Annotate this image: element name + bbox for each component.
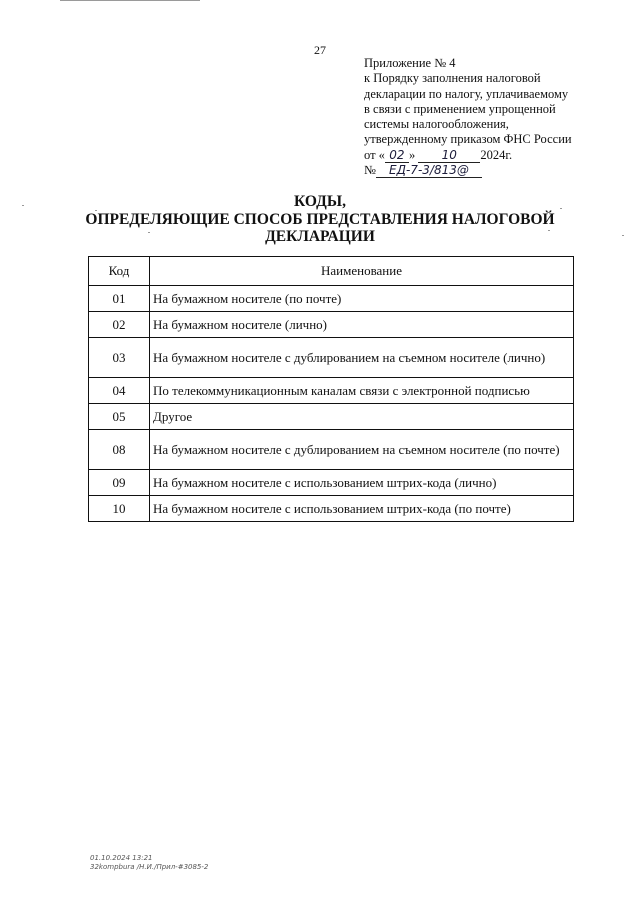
row-code: 05 [89,404,150,430]
table-row [89,378,574,404]
date-mid: » [408,147,416,162]
table-row [89,286,574,312]
annex-line: в связи с применением упрощенной [364,101,556,116]
scan-top-line [60,0,200,1]
stamp-line-2: 32kompbura /Н.И./Прил-#3085-2 [90,863,209,871]
date-prefix: от « [364,147,385,162]
heading-line-3: ДЕКЛАРАЦИИ [265,228,375,245]
row-code: 09 [89,470,150,496]
table-row [89,338,574,378]
scan-speck [148,232,150,233]
annex-line: Приложение № 4 [364,56,456,70]
annex-date-line [364,148,614,163]
order-number: ЕД-7-3/813@ [376,164,482,178]
table-header-row [89,257,574,286]
date-suffix: г. [505,147,513,162]
row-code: 10 [89,496,150,522]
row-code: 03 [89,338,150,378]
annex-number-line [364,163,614,178]
scan-speck [622,235,624,236]
table-row [89,470,574,496]
annex-line: утвержденному приказом ФНС России [364,132,572,147]
table-row [89,404,574,430]
scan-speck [548,230,550,231]
heading-line-2: ОПРЕДЕЛЯЮЩИЕ СПОСОБ ПРЕДСТАВЛЕНИЯ НАЛОГОВОЙ [85,210,555,228]
table-row [89,312,574,338]
annex-line: декларации по налогу, уплачиваемому [364,86,569,101]
date-month: 10 [418,149,480,163]
annex-block [364,56,614,178]
table-row [89,430,574,470]
row-name: На бумажном носителе (лично) [150,312,574,338]
date-year: 2024 [480,147,506,162]
col-code-header: Код [89,257,150,286]
date-day: 02 [385,149,409,163]
annex-line: к Порядку заполнения налоговой [364,71,541,86]
row-name: На бумажном носителе с использованием штрих-кода (лично) [150,470,574,496]
page-number: 27 [314,43,326,57]
scan-speck [95,210,97,211]
row-name: На бумажном носителе (по почте) [150,286,574,312]
row-name: На бумажном носителе с дублированием на съемном носителе (лично) [150,338,574,378]
stamp-line-1: 01.10.2024 13:21 [90,854,153,862]
heading-line-1: КОДЫ, [294,193,346,210]
number-prefix: № [364,163,376,178]
row-name: По телекоммуникационным каналам связи с электронной подписью [150,378,574,404]
scan-speck [560,208,562,209]
codes-table [88,256,574,522]
row-name: На бумажном носителе с дублированием на съемном носителе (по почте) [150,430,574,470]
row-code: 02 [89,312,150,338]
row-name: На бумажном носителе с использованием штрих-кода (по почте) [150,496,574,522]
table-row [89,496,574,522]
row-name: Другое [150,404,574,430]
row-code: 01 [89,286,150,312]
col-name-header: Наименование [150,257,574,286]
row-code: 04 [89,378,150,404]
annex-line: системы налогообложения, [364,117,509,132]
row-code: 08 [89,430,150,470]
document-heading [0,193,640,246]
print-stamp [90,854,208,872]
scan-speck [22,205,24,206]
